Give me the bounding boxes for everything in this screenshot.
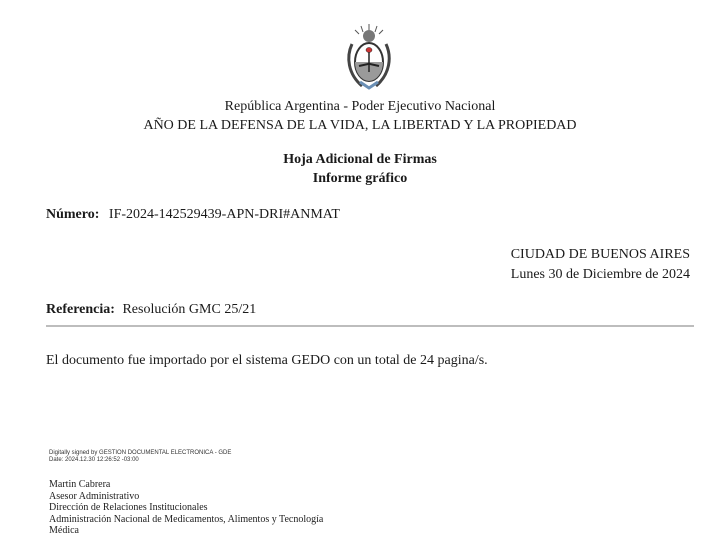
- signer-block: [49, 479, 323, 537]
- document-title: Hoja Adicional de Firmas: [283, 152, 437, 167]
- reference-value: Resolución GMC 25/21: [122, 302, 257, 317]
- digital-signature: [49, 450, 231, 464]
- document-number-value: IF-2024-142529439-APN-DRI#ANMAT: [108, 207, 340, 222]
- date: Lunes 30 de Diciembre de 2024: [510, 267, 690, 282]
- digital-signature-date: Date: 2024.12.30 12:26:52 -03:00: [49, 457, 139, 463]
- signer-organization: Administración Nacional de Medicamentos, Alimentos y Tecnología: [49, 513, 324, 525]
- reference-label: Referencia:: [46, 302, 115, 317]
- digital-signature-signer: Digitally signed by GESTION DOCUMENTAL ELECTRONICA - GDE: [49, 450, 232, 456]
- city: CIUDAD DE BUENOS AIRES: [510, 247, 690, 262]
- signer-role: Asesor Administrativo: [49, 490, 140, 502]
- document-number-label: Número:: [46, 207, 100, 222]
- argentina-coat-of-arms-icon: [344, 22, 394, 92]
- reference: [46, 302, 256, 318]
- divider: [46, 325, 694, 327]
- body-text: El documento fue importado por el sistema GEDO con un total de 24 pagina/s.: [46, 353, 488, 368]
- document-subtitle: Informe gráfico: [312, 171, 408, 186]
- signer-organization-continued: Médica: [49, 525, 79, 536]
- header-line-2: AÑO DE LA DEFENSA DE LA VIDA, LA LIBERTAD Y LA PROPIEDAD: [143, 118, 577, 133]
- document-number: [46, 207, 340, 223]
- signer-name: Martin Cabrera: [49, 479, 111, 490]
- header-line-1: República Argentina - Poder Ejecutivo Nacional: [224, 99, 496, 114]
- signer-office: Dirección de Relaciones Institucionales: [49, 502, 208, 513]
